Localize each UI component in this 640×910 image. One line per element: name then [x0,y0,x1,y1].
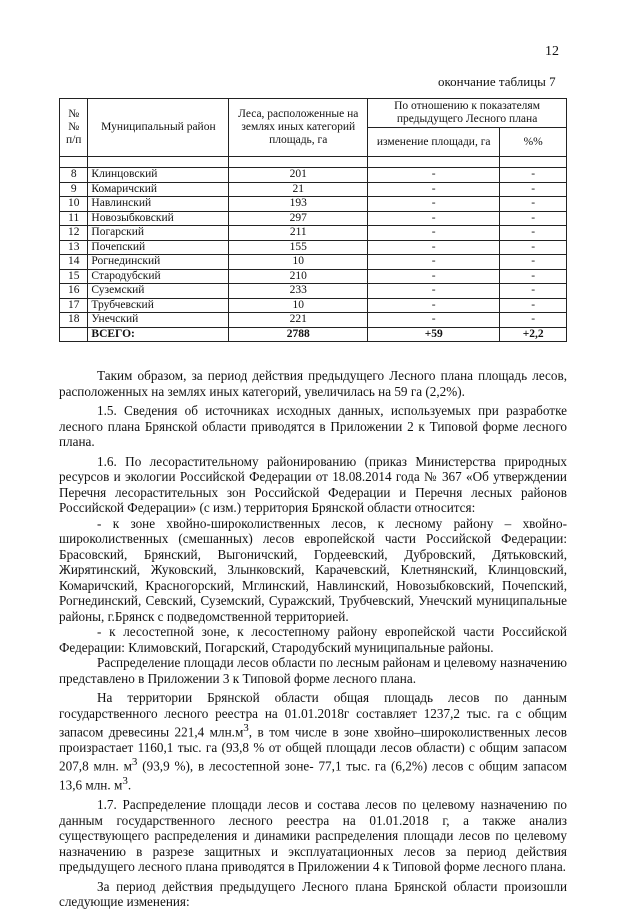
row-change: - [368,197,500,212]
row-percent: - [500,168,567,183]
paragraph-1-7: 1.7. Распределение площади лесов и состава лесов по целевому назначению по данным государственного лесного реестра на 01.01.2018 г, а также анализ существующего распределения и динамики распределения площади лесов по целевому назначению в разрезе защитных и эксплуатационных лесов за период действия предыдущего лесного плана приводятся в Приложении 4 к Типовой форме лесного плана. [59,797,567,875]
row-change: - [368,226,500,241]
row-district: Стародубский [88,269,229,284]
header-percent: %% [500,128,567,157]
row-number: 10 [60,197,88,212]
row-percent: - [500,211,567,226]
row-area: 297 [229,211,368,226]
header-num: №№ п/п [60,99,88,157]
paragraph-summary: Таким образом, за период действия предыдущего Лесного плана площадь лесов, расположенных на землях иных категорий, увеличилась на 59 га (2,2%). [59,368,567,399]
row-district: Навлинский [88,197,229,212]
row-change: - [368,240,500,255]
row-district: Почепский [88,240,229,255]
row-area: 201 [229,168,368,183]
total-change: +59 [368,327,500,342]
header-change: изменение площади, га [368,128,500,157]
paragraph-coniferous-zone: - к зоне хвойно-широколиственных лесов, к лесному району – хвойно-широколиственных (смешанных) лесов европейской части Российской Федерации: Брасовский, Брянский, Выгоничский, Гордеевский, Дубровский, Дятьковский, Жирятинский, Жуковский, Злынковский, Карачевский, Клетнянский, Клинцовский, Комаричский, Красногорский, Мглинский, Навлинский, Новозыбковский, Почепский, Рогнединский, Севский, Суземский, Суражский, Трубчевский, Унечский муниципальные районы, г.Брянск с подведомственной территорией. [59,515,567,624]
row-area: 193 [229,197,368,212]
row-area: 155 [229,240,368,255]
row-change: - [368,211,500,226]
table-row [60,226,567,241]
row-change: - [368,255,500,270]
header-district: Муниципальный район [88,99,229,157]
row-number: 11 [60,211,88,226]
table-row [60,313,567,328]
table-row [60,269,567,284]
row-district: Суземский [88,284,229,299]
row-percent: - [500,255,567,270]
row-district: Новозыбковский [88,211,229,226]
paragraph-changes: За период действия предыдущего Лесного плана Брянской области произошли следующие изменения: [59,878,567,910]
row-district: Унечский [88,313,229,328]
row-area: 211 [229,226,368,241]
header-relative: По отношению к показателям предыдущего Лесного плана [368,99,567,128]
table-row [60,197,567,212]
table-row [60,284,567,299]
total-area: 2788 [229,327,368,342]
table-row [60,240,567,255]
row-percent: - [500,269,567,284]
row-district: Клинцовский [88,168,229,183]
row-change: - [368,182,500,197]
row-number: 13 [60,240,88,255]
row-number: 8 [60,168,88,183]
row-number: 12 [60,226,88,241]
row-percent: - [500,197,567,212]
paragraph-forest-steppe-zone: - к лесостепной зоне, к лесостепному району европейской части Российской Федерации: Климовский, Погарский, Стародубский муниципальные районы. [59,624,567,655]
row-number: 14 [60,255,88,270]
row-change: - [368,298,500,313]
row-area: 233 [229,284,368,299]
row-percent: - [500,298,567,313]
row-number: 15 [60,269,88,284]
row-percent: - [500,226,567,241]
row-district: Комаричский [88,182,229,197]
row-number: 9 [60,182,88,197]
total-label: ВСЕГО: [88,327,229,342]
total-row [60,327,567,342]
row-area: 210 [229,269,368,284]
total-percent: +2,2 [500,327,567,342]
paragraph-1-5: 1.5. Сведения об источниках исходных данных, используемых при разработке лесного плана Брянской области приводятся в Приложении 2 к Типовой форме лесного плана. [59,403,567,449]
row-change: - [368,269,500,284]
table-row [60,255,567,270]
paragraph-distribution: Распределение площади лесов области по лесным районам и целевому назначению представлено в Приложении 3 к Типовой форме лесного плана. [59,655,567,686]
row-area: 221 [229,313,368,328]
row-percent: - [500,240,567,255]
table-row [60,211,567,226]
row-district: Рогнединский [88,255,229,270]
row-percent: - [500,182,567,197]
paragraph-1-6: 1.6. По лесорастительному районированию (приказ Министерства природных ресурсов и экологии Российской Федерации от 18.08.2014 года № 367 «Об утверждении Перечня лесорастительных зон Российской Федерации и Перечня лесных районов Российской Федерации» (с изм.) территория Брянской области относится: [59,453,567,515]
row-number: 18 [60,313,88,328]
table-caption: окончание таблицы 7 [438,74,556,89]
page-number: 12 [545,44,559,59]
row-change: - [368,168,500,183]
body-text [59,368,567,910]
row-change: - [368,313,500,328]
table-row [60,182,567,197]
paragraph-total-area: На территории Брянской области общая площадь лесов по данным государственного лесного реестра на 01.01.2018г составляет 1237,2 тыс. га с общим запасом древесины 221,4 $млн.м^3$, в том числе в зоне хвойно–широколиственных лесов произрастает 1160,1 тыс. га (93,8 % от общей площади лесов области) с общим запасом 207,8 млн. $м^3$ (93,9 %), в лесостепной зоне- 77,1 тыс. га (6,2%) лесов с общим запасом 13,6 млн. $м^3$. [59,690,567,793]
row-area: 10 [229,298,368,313]
row-percent: - [500,284,567,299]
forest-area-table [59,98,567,342]
row-percent: - [500,313,567,328]
row-area: 10 [229,255,368,270]
table-row [60,298,567,313]
row-district: Погарский [88,226,229,241]
row-number: 17 [60,298,88,313]
row-area: 21 [229,182,368,197]
header-area: Леса, расположенные на землях иных категорий площадь, га [229,99,368,157]
row-district: Трубчевский [88,298,229,313]
table-row [60,168,567,183]
row-change: - [368,284,500,299]
row-number: 16 [60,284,88,299]
